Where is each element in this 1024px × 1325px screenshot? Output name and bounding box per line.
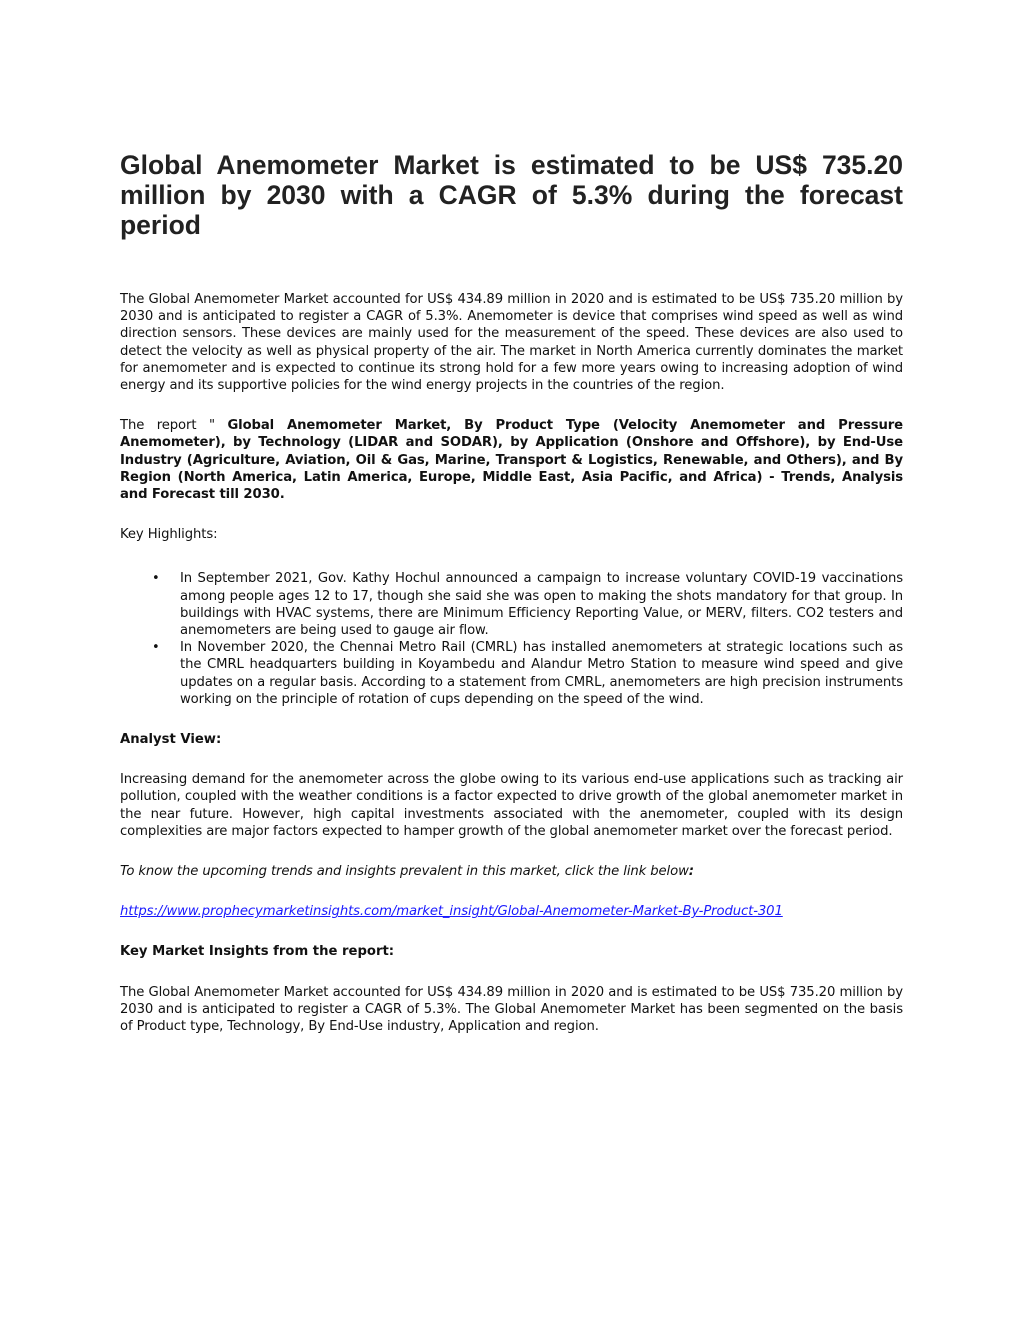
highlights-list xyxy=(120,570,903,708)
know-more-sentence: To know the upcoming trends and insights prevalent in this market, click the link below xyxy=(120,864,689,880)
know-more-text xyxy=(120,863,903,880)
key-highlights-label: Key Highlights: xyxy=(120,527,218,543)
report-prefix: The report " xyxy=(120,418,228,434)
know-more-colon: : xyxy=(688,864,694,880)
link-paragraph xyxy=(120,903,903,920)
list-item xyxy=(120,639,903,708)
report-title: Global Anemometer Market, By Product Type (Velocity Anemometer and Pressure Anemometer), by Technology (LIDAR and SODAR), by Application (Onshore and Offshore), by End-Use Industry (Agriculture, Aviation, Oil & Gas, Marine, Transport & Logistics, Renewable, and Others), and By Region (North America, Latin America, Europe, Middle East, Asia Pacific, and Africa) - Trends, Analysis and Forecast till 2030. xyxy=(120,418,903,503)
report-link[interactable]: https://www.prophecymarketinsights.com/market_insight/Global-Anemometer-Market-By-Product-301 xyxy=(120,904,783,920)
bullet-icon: • xyxy=(152,640,160,656)
intro-paragraph: The Global Anemometer Market accounted for US$ 434.89 million in 2020 and is estimated to be US$ 735.20 million by 2030 and is anticipated to register a CAGR of 5.3%. Anemometer is device that comprises wind speed as well as wind direction sensors. These devices are mainly used for the measurement of the speed. These devices are also used to detect the velocity as well as physical property of the air. The market in North America currently dominates the market for anemometer and is expected to continue its strong hold for a few more years owing to increasing adoption of wind energy and its supportive policies for the wind energy projects in the countries of the region. xyxy=(120,292,903,394)
key-insights-paragraph: The Global Anemometer Market accounted for US$ 434.89 million in 2020 and is estimated to be US$ 735.20 million by 2030 and is anticipated to register a CAGR of 5.3%. The Global Anemometer Market has been segmented on the basis of Product type, Technology, By End-Use industry, Application and region. xyxy=(120,984,903,1035)
key-insights-heading: Key Market Insights from the report: xyxy=(120,944,395,960)
analyst-view-paragraph: Increasing demand for the anemometer across the globe owing to its various end-use applications such as tracking air pollution, coupled with the weather conditions is a factor expected to drive growth of the global anemometer market in the near future. However, high capital investments associated with the anemometer, coupled with its design complexities are major factors expected to hamper growth of the global anemometer market over the forecast period. xyxy=(120,772,903,839)
document-title: Global Anemometer Market is estimated to be US$ 735.20 million by 2030 with a CAGR of 5.3% during the forecast period xyxy=(120,150,903,240)
bullet-icon: • xyxy=(152,571,160,587)
report-paragraph xyxy=(120,417,903,503)
highlight-text: In September 2021, Gov. Kathy Hochul announced a campaign to increase voluntary COVID-19 vaccinations among people ages 12 to 17, though she said she was open to making the shots mandatory for that group. In buildings with HVAC systems, there are Minimum Efficiency Reporting Value, or MERV, filters. CO2 testers and anemometers are being used to gauge air flow. xyxy=(180,571,903,639)
analyst-view-heading: Analyst View: xyxy=(120,732,222,748)
highlight-text: In November 2020, the Chennai Metro Rail (CMRL) has installed anemometers at strategic locations such as the CMRL headquarters building in Koyambedu and Alandur Metro Station to measure wind speed and give updates on a regular basis. According to a statement from CMRL, anemometers are high precision instruments working on the principle of rotation of cups depending on the speed of the wind. xyxy=(180,640,903,707)
document-page xyxy=(120,150,903,1035)
list-item xyxy=(120,570,903,639)
